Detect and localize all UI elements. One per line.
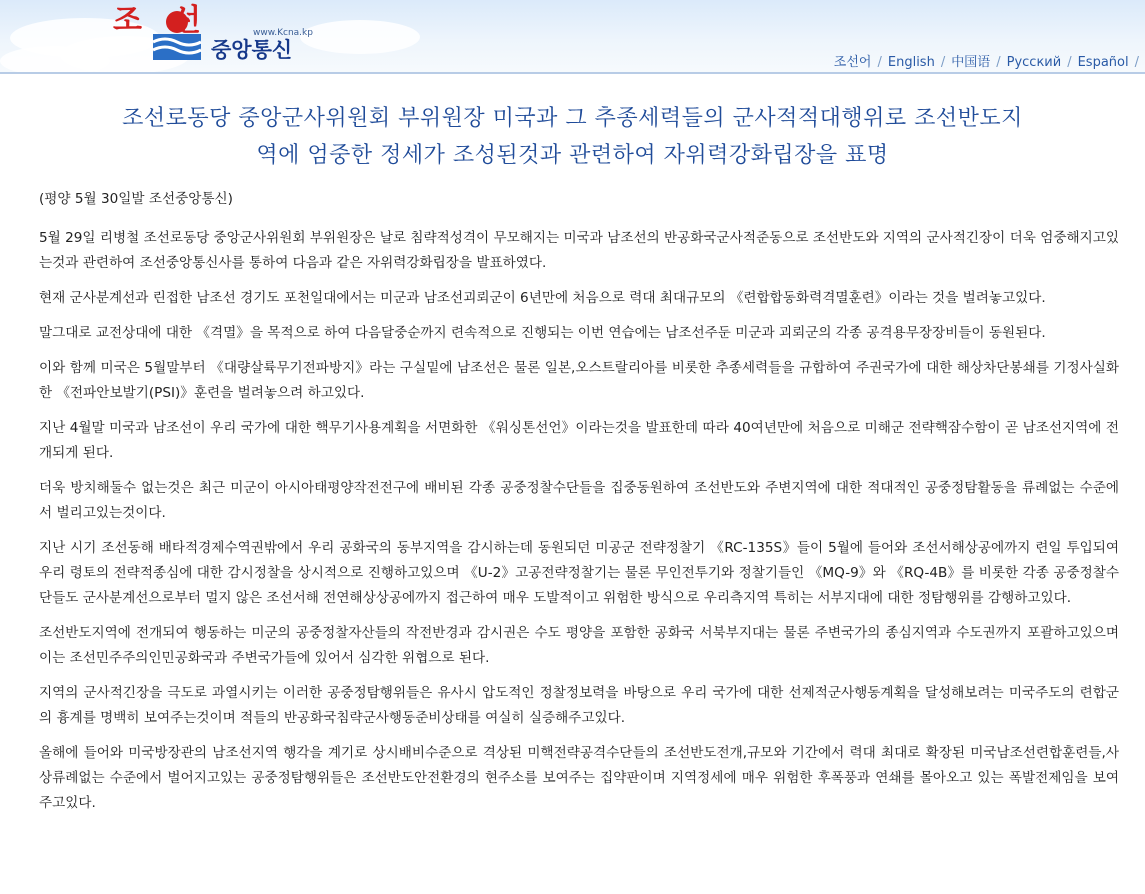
article-paragraph: 올해에 들어와 미국방장관의 남조선지역 행각을 계기로 상시배비수준으로 격상된 미핵전략공격수단들의 조선반도전개,규모와 기간에서 력대 최대로 확장된 미국남조선련합훈련들,사상류례없는 수준에서 벌어지고있는 공중정탐행위들은 조선반도안전환경의 현주소를 보여주는 집약판이며 지역정세에 매우 위험한 후폭풍과 연쇄를 몰아오고 있는 폭발전제임을 보여주고있다. [39,745,1119,811]
lang-russian-link[interactable]: Русский [1006,55,1062,70]
site-header [0,0,1145,74]
lang-separator: / [1067,55,1072,70]
lang-separator: / [940,55,946,70]
article-paragraph: 현재 군사분계선과 린접한 남조선 경기도 포천일대에서는 미군과 남조선괴뢰군이 6년만에 처음으로 력대 최대규모의 《련합합동화력격멸훈련》이라는 것을 벌려놓고있다. [39,290,1046,306]
lang-english-link[interactable]: English [887,55,935,70]
language-bar [834,51,1145,71]
article-paragraph: 말그대로 교전상대에 대한 《격멸》을 목적으로 하여 다음달중순까지 련속적으로 진행되는 이번 연습에는 남조선주둔 미군과 괴뢰군의 각종 공격용무장장비들이 동원된다. [39,325,1046,341]
lang-separator: / [877,55,882,70]
article-body [0,174,1131,816]
article-paragraph: 5월 29일 리병철 조선로동당 중앙군사위원회 부위원장은 날로 침략적성격이 무모해지는 미국과 남조선의 반공화국군사적준동으로 조선반도와 지역의 군사적긴장이 더욱 엄중해지고있는것과 관련하여 조선중앙통신사를 통하여 다음과 같은 자위력강화립장을 발표하였다. [39,230,1119,271]
logo-url: www.Kcna.kp [253,28,313,38]
article-paragraph: 더욱 방치해둘수 없는것은 최근 미군이 아시아태평양작전전구에 배비된 각종 공중정찰수단들을 집중동원하여 조선반도와 주변지역에 대한 적대적인 공중정탐활동을 류례없는 수준에서 벌리고있는것이다. [39,480,1119,521]
article-paragraph: 조선반도지역에 전개되여 행동하는 미군의 공중정찰자산들의 작전반경과 감시권은 수도 평양을 포함한 공화국 서북부지대는 물론 주변국가의 종심지역과 수도권까지 포괄하고있으며 이는 조선민주주의인민공화국과 주변국가들에 있어서 심각한 위협으로 된다. [39,625,1119,666]
lang-spanish-link[interactable]: Español [1077,55,1129,70]
article-paragraph: 지난 시기 조선동해 배타적경제수역권밖에서 우리 공화국의 동부지역을 감시하는데 동원되던 미공군 전략정찰기 《RC-135S》들이 5월에 들어와 조선서해상공에까지 련일 투입되여 우리 령토의 전략적종심에 대한 감시정찰을 상시적으로 진행하고있으며 《U-2》고공전략정찰기는 물론 무인전투기와 정찰기들인 《MQ-9》와 《RQ-4B》를 비롯한 각종 공중정찰수단들도 군사분계선으로부터 멀지 않은 조선서해 전연해상상공에까지 접근하여 매우 도발적이고 위험한 방식으로 우리측지역 특히는 서부지대에 대한 정탐행위를 감행하고있다. [39,540,1119,606]
lang-korean-link[interactable]: 조선어 [833,55,872,70]
article-title-line1: 조선로동당 중앙군사위원회 부위원장 미국과 그 추종세력들의 군사적적대행위로 조선반도지 [122,106,1023,131]
article-title-line2: 역에 엄중한 정세가 조성된것과 관련하여 자위력강화립장을 표명 [256,143,889,168]
lang-separator: / [1134,55,1139,70]
logo-text-bottom: 중앙통신 [211,38,293,62]
lang-chinese-link[interactable]: 中国语 [951,55,991,70]
kcna-logo[interactable] [113,4,353,68]
logo-text-top: 조선 [113,3,231,38]
article-dateline: (평양 5월 30일발 조선중앙통신) [39,191,233,207]
header-divider [0,72,1145,74]
lang-separator: / [996,55,1001,70]
article-paragraph: 지역의 군사적긴장을 극도로 과열시키는 이러한 공중정탐행위들은 유사시 압도적인 정찰정보력을 바탕으로 우리 국가에 대한 선제적군사행동계획을 달성해보려는 미국주도의 련합군의 흉계를 명백히 보여주는것이며 적들의 반공화국침략군사행동준비상태를 여실히 실증해주고있다. [39,685,1119,726]
article-paragraph: 이와 함께 미국은 5월말부터 《대량살륙무기전파방지》라는 구실밑에 남조선은 물론 일본,오스트랄리아를 비롯한 추종세력들을 규합하여 주권국가에 대한 해상차단봉쇄를 기정사실화한 《전파안보발기(PSI)》훈련을 벌려놓으려 하고있다. [39,360,1119,401]
cloud-decoration [0,46,110,74]
article-title-box [0,74,1145,174]
article-paragraph: 지난 4월말 미국과 남조선이 우리 국가에 대한 핵무기사용계획을 서면화한 《워싱톤선언》이라는것을 발표한데 따라 40여년만에 처음으로 미해군 전략핵잠수함이 곧 남조선지역에 전개되게 된다. [39,420,1119,461]
article-title [28,100,1118,174]
